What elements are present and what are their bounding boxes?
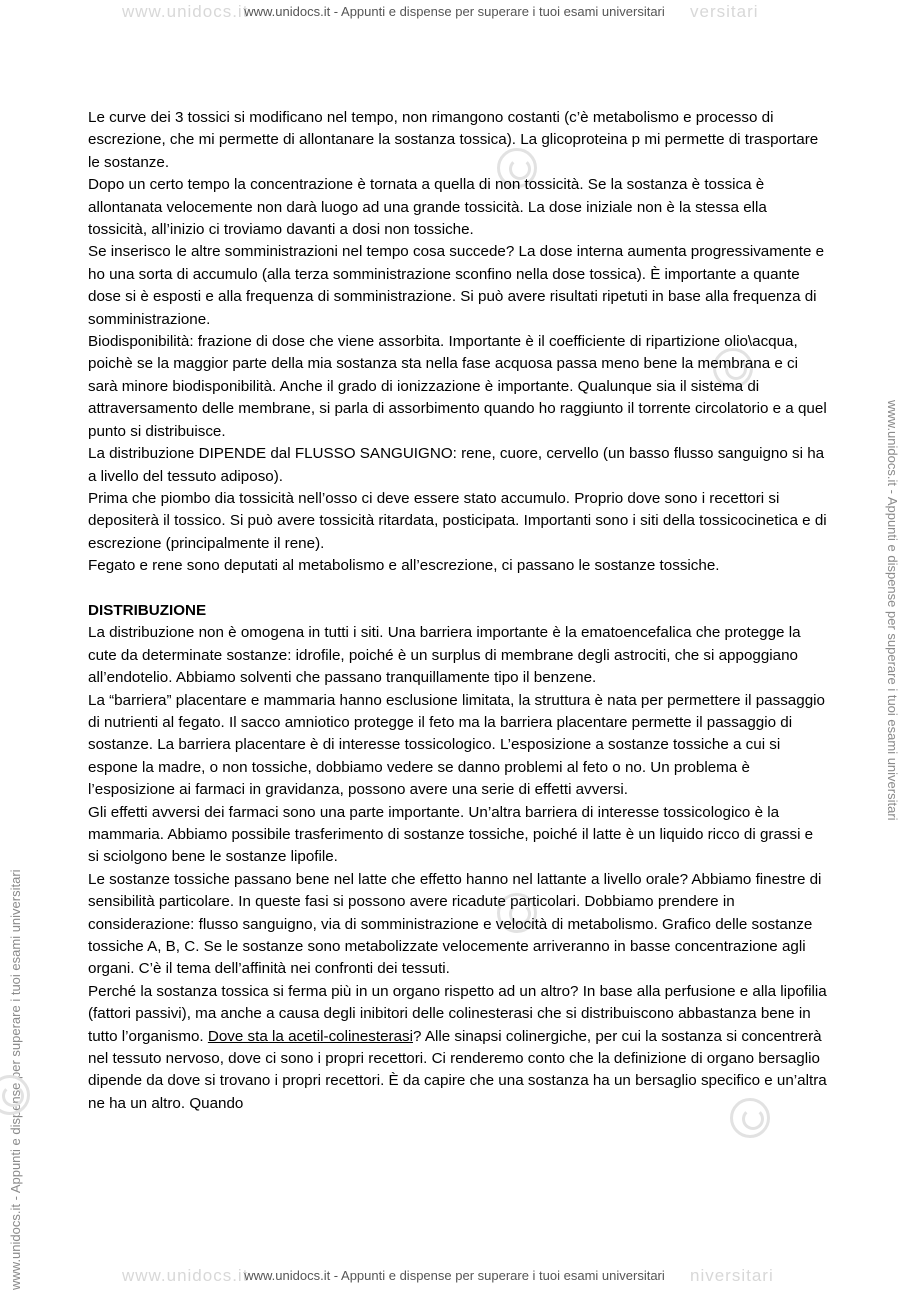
footer-ghost-right: niversitari — [690, 1266, 774, 1285]
header-ghost-right: versitari — [690, 2, 759, 21]
right-side-watermark: www.unidocs.it - Appunti e dispense per superare i tuoi esami universitari — [885, 400, 900, 821]
paragraph: La distribuzione DIPENDE dal FLUSSO SANGUIGNO: rene, cuore, cervello (un basso flusso sanguigno si ha a livello del tessuto adiposo). — [88, 445, 825, 485]
paragraph: Le sostanze tossiche passano bene nel latte che effetto hanno nel lattante a livello orale? Abbiamo finestre di sensibilità particolare. In queste fasi si possono avere ricadute particolari. Dobbiamo prendere in considerazione: flusso sanguigno, via di somministrazione e velocità di metabolismo. Grafico delle sostanze tossiche A, B, C. Se le sostanze sono metabolizzate velocemente arriveranno in basse concentrazione agli organi. C’è il tema dell’affinità nei confronti dei tessuti. — [88, 870, 822, 978]
watermark-logo-icon — [0, 1075, 30, 1115]
paragraph: Dopo un certo tempo la concentrazione è tornata a quella di non tossicità. Se la sostanza è tossica è allontanata velocemente non darà luogo ad una grande tossicità. La dose iniziale non è la stessa ella tossicità, all’inizio ci troviamo davanti a dosi non tossiche. — [88, 176, 767, 239]
paragraph: La distribuzione non è omogena in tutti i siti. Una barriera importante è la ematoencefalica che protegge la cute da determinate sostanze: idrofile, poiché è un surplus di membrane degli astrociti, che si appoggiano all’endotelio. Abbiamo solventi che passano tranquillamente tipo il benzene. — [88, 624, 801, 687]
underlined-question: Dove sta la acetil-colinesterasi — [207, 1027, 413, 1045]
section-heading: DISTRIBUZIONE — [88, 601, 207, 619]
paragraph — [88, 981, 828, 1115]
paragraph: Fegato e rene sono deputati al metabolismo e all’escrezione, ci passano le sostanze tossiche. — [88, 557, 720, 575]
left-side-watermark: www.unidocs.it - Appunti e dispense per superare i tuoi esami universitari — [8, 869, 23, 1290]
paragraph: Se inserisco le altre somministrazioni nel tempo cosa succede? La dose interna aumenta progressivamente e ho una sorta di accumulo (alla terza somministrazione sconfino nella dose tossica). È importante a quante dose si è esposti e alla frequenza di somministrazione. Si può avere risultati ripetuti in base alla frequenza di somministrazione. — [88, 243, 825, 328]
footer-banner: www.unidocs.it - Appunti e dispense per superare i tuoi esami universitari — [244, 1268, 665, 1283]
paragraph: La “barriera” placentare e mammaria hanno esclusione limitata, la struttura è nata per permettere il passaggio di nutrienti al fegato. Il sacco amniotico protegge il feto ma la barriera placentare permette il passaggio di sostanze. La barriera placentare è di interesse tossicologico. L’esposizione a sostanze tossiche a cui si espone la madre, o non tossiche, dobbiamo vedere se danno problemi al feto o no. Un problema è l’esposizione ai farmaci in gravidanza, possono avere una serie di effetti avversi. — [88, 691, 825, 799]
paragraph-text: ? Alle sinapsi colinergiche, per cui la sostanza si concentrerà nel tessuto nervoso, dove ci sono i propri recettori. Ci renderemo conto che la definizione di organo bersaglio dipende da dove si trovano i propri recettori. È da capire che una sostanza ha un bersaglio specifico e un’altra ne ha un altro. Quando — [88, 1027, 827, 1112]
header-banner: www.unidocs.it - Appunti e dispense per superare i tuoi esami universitari — [244, 4, 665, 19]
footer-ghost-left: www.unidocs.it — [122, 1266, 249, 1285]
paragraph: Le curve dei 3 tossici si modificano nel tempo, non rimangono costanti (c’è metabolismo e processo di escrezione, che mi permette di allontanare la sostanza tossica). La glicoproteina p mi permette di trasportare le sostanze. — [88, 109, 819, 171]
document-body — [88, 107, 828, 1115]
paragraph: Biodisponibilità: frazione di dose che viene assorbita. Importante è il coefficiente di ripartizione olio\acqua, poichè se la maggior parte della mia sostanza sta nella fase acquosa passa meno bene la membrana e ci sarà minore biodisponibilità. Anche il grado di ionizzazione è importante. Qualunque sia il sistema di attraversamento delle membrane, si parla di assorbimento quando ho raggiunto il torrente circolatorio e a quel punto si distribuisce. — [88, 333, 827, 440]
paragraph: Gli effetti avversi dei farmaci sono una parte importante. Un’altra barriera di interesse tossicologico è la mammaria. Abbiamo possibile trasferimento di sostanze tossiche, poiché il latte è un liquido ricco di grassi e si sciolgono bene le sostanze lipofile. — [88, 803, 814, 866]
paragraph-text: Perché la sostanza tossica si ferma più in un organo rispetto ad un altro? In base alla perfusione e alla lipofilia (fattori passivi), ma anche a causa degli inibitori delle colinesterasi che si distribuiscono abbastanza bene in tutto l’organismo. — [88, 982, 827, 1045]
paragraph: Prima che piombo dia tossicità nell’osso ci deve essere stato accumulo. Proprio dove sono i recettori si depositerà il tossico. Si può avere tossicità ritardata, posticipata. Importanti sono i siti della tossicocinetica e di escrezione (principalmente il rene). — [88, 489, 827, 552]
header-ghost-left: www.unidocs.it — [122, 2, 249, 21]
